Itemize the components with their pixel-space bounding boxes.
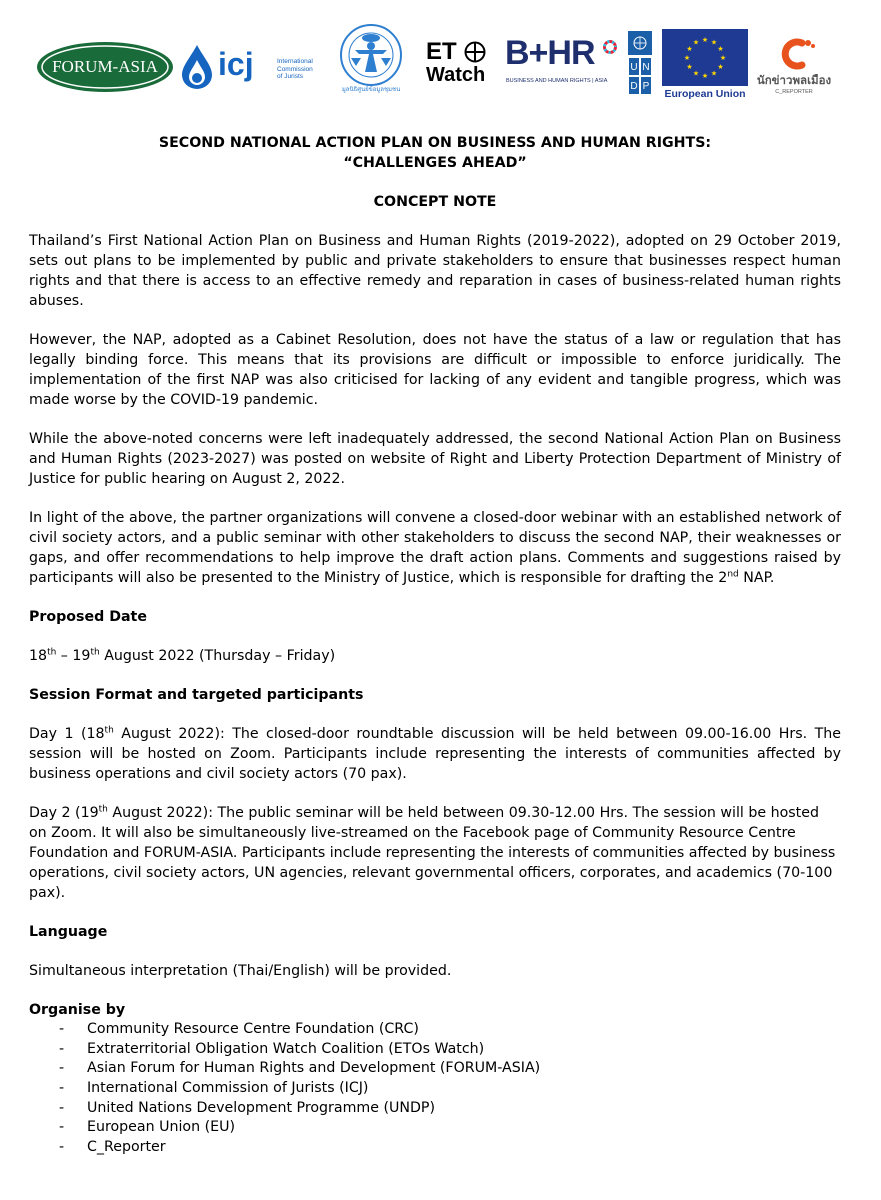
bhr-logo-text: B+HR — [505, 34, 595, 72]
icj-logo-text: icj — [218, 46, 254, 82]
etos-watch-text: Watch — [426, 64, 486, 86]
proposed-date-heading: Proposed Date — [29, 609, 147, 625]
concept-note-document — [29, 133, 841, 1158]
list-item: - Asian Forum for Human Rights and Development (FORUM-ASIA) — [59, 1060, 541, 1077]
paragraph-first-nap: Thailand’s First National Action Plan on Business and Human Rights (2019-2022), adopted on 29 October 2019, sets out plans to be implemented by public and private stakeholders to ensure that businesses respect human rights and that there is access to an effective remedy and reparation in cases of business-related human rights abuses. — [29, 233, 841, 309]
language-description: Simultaneous interpretation (Thai/English) will be provided. — [29, 963, 452, 979]
concept-note-heading: CONCEPT NOTE — [373, 194, 497, 210]
day-2-description: Day 2 (19th August 2022): The public seminar will be held between 09.30-12.00 Hrs. The session will be hosted on Zoom. It will also be simultaneously live-streamed on the Facebook page of Community Resource Centre Foundation and FORUM-ASIA. Participants include representing the interests of communities affected by business operations, civil society actors, UN agencies, relevant governmental officers, corporates, and academics (70-100 pax). — [29, 804, 836, 901]
paragraph-second-nap: While the above-noted concerns were left inadequately addressed, the second National Action Plan on Business and Human Rights (2023-2027) was posted on website of Right and Liberty Protection Department of Ministry of Justice for public hearing on August 2, 2022. — [29, 431, 841, 487]
undp-letter: U — [628, 57, 640, 76]
list-item: - International Commission of Jurists (ICJ) — [59, 1080, 369, 1097]
svg-text:★: ★ — [717, 63, 724, 71]
sdg-wheel-icon — [603, 40, 617, 54]
un-emblem-icon — [631, 34, 649, 52]
crc-logo-text: มูลนิธิศูนย์ข้อมูลชุมชน — [341, 86, 401, 93]
undp-letter: N — [640, 57, 652, 76]
icj-full-name: International Commission of Jurists — [277, 58, 313, 80]
list-item: - Community Resource Centre Foundation (CRC) — [59, 1021, 419, 1037]
eu-logo-text: European Union — [664, 88, 746, 100]
eu-flag-icon — [662, 29, 748, 86]
etos-watch-logo — [426, 40, 496, 90]
c-reporter-thai-text: นักข่าวพลเมือง — [756, 73, 832, 87]
c-reporter-sub-text: C_REPORTER — [775, 89, 813, 95]
language-heading: Language — [29, 924, 108, 940]
c-reporter-logo — [754, 37, 834, 99]
svg-text:★: ★ — [692, 69, 700, 78]
svg-text:★: ★ — [701, 72, 709, 80]
document-title — [29, 133, 841, 173]
svg-text:★: ★ — [701, 36, 709, 44]
forum-asia-logo — [35, 40, 175, 94]
undp-emblem — [628, 31, 652, 55]
icj-logo — [180, 42, 320, 92]
svg-text:★: ★ — [683, 54, 691, 62]
svg-text:★: ★ — [686, 45, 693, 53]
title-line-2: “CHALLENGES AHEAD” — [343, 155, 527, 171]
svg-text:★: ★ — [717, 45, 724, 53]
proposed-date-value: 18th – 19th August 2022 (Thursday – Friday) — [29, 647, 336, 664]
organisers-list — [29, 1020, 841, 1158]
partner-logo-strip — [0, 22, 881, 112]
undp-letter: D — [628, 76, 640, 95]
bhr-logo-subtitle: BUSINESS AND HUMAN RIGHTS | ASIA — [506, 78, 608, 84]
title-line-1: SECOND NATIONAL ACTION PLAN ON BUSINESS AND HUMAN RIGHTS: — [158, 135, 712, 151]
etos-logo-text: ET — [426, 38, 457, 65]
list-item: - United Nations Development Programme (UNDP) — [59, 1099, 435, 1116]
paragraph-webinar-plan: In light of the above, the partner organizations will convene a closed-door webinar with an established network of civil society actors, and a public seminar with other stakeholders to discuss the second NAP, their weaknesses or gaps, and offer recommendations to help improve the draft action plans. Comments and suggestions raised by participants will also be presented to the Ministry of Justice, which is responsible for drafting the 2nd NAP. — [29, 510, 841, 586]
svg-text:★: ★ — [686, 63, 693, 71]
svg-text:★: ★ — [692, 38, 700, 47]
svg-text:★: ★ — [710, 69, 718, 78]
icj-drop-icon — [180, 44, 214, 90]
forum-asia-logo-text: FORUM-ASIA — [52, 57, 158, 76]
session-format-heading: Session Format and targeted participants — [29, 687, 364, 703]
organise-by-heading: Organise by — [29, 1002, 126, 1018]
etos-globe-icon — [464, 41, 486, 63]
c-reporter-mark-icon — [778, 37, 818, 71]
bhr-asia-logo — [505, 34, 620, 88]
crc-logo — [333, 24, 409, 94]
paragraph-nap-limitations: However, the NAP, adopted as a Cabinet Resolution, does not have the status of a law or regulation that has legally binding force. This means that its provisions are difficult or impossible to enforce juridically. The implementation of the first NAP was also criticised for lacking of any evident and tangible progress, which was made worse by the COVID-19 pandemic. — [29, 332, 841, 408]
list-item: - European Union (EU) — [59, 1119, 236, 1136]
list-item: - C_Reporter — [59, 1139, 166, 1156]
day-1-description: Day 1 (18th August 2022): The closed-door roundtable discussion will be held between 09.00-16.00 Hrs. The session will be hosted on Zoom. Participants include representing the interests of communities affected by business operations and civil society actors (70 pax). — [29, 725, 841, 782]
undp-letter: P — [640, 76, 652, 95]
svg-text:★: ★ — [710, 38, 718, 47]
eu-logo — [662, 29, 748, 101]
svg-text:★: ★ — [719, 54, 727, 62]
undp-logo — [628, 31, 652, 97]
list-item: - Extraterritorial Obligation Watch Coalition (ETOs Watch) — [59, 1040, 485, 1057]
